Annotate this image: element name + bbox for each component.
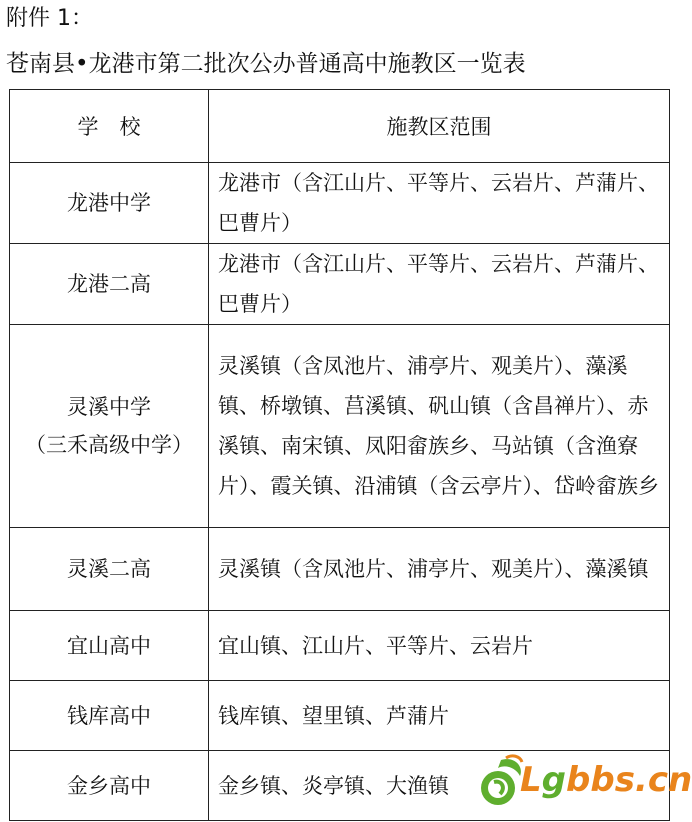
school-name: 龙港中学: [10, 163, 209, 244]
watermark-logo: [476, 752, 692, 812]
table-row: [10, 163, 670, 244]
header-area: 施教区范围: [209, 90, 670, 163]
district-area: 龙港市（含江山片、平等片、云岩片、芦蒲片、巴曹片）: [209, 163, 670, 244]
district-area: 金乡镇、炎亭镇、大渔镇: [209, 751, 670, 821]
watermark-text: [520, 760, 692, 800]
district-area: 宜山镇、江山片、平等片、云岩片: [209, 611, 670, 681]
watermark-rest: bbs.cn: [566, 760, 692, 800]
school-name: 灵溪二高: [10, 528, 209, 611]
table-row: [10, 325, 670, 528]
table-header-row: [10, 90, 670, 163]
district-area: 灵溪镇（含凤池片、浦亭片、观美片）、藻溪镇: [209, 528, 670, 611]
school-name: 宜山高中: [10, 611, 209, 681]
table-row: [10, 528, 670, 611]
school-name-note: （三禾高级中学）: [25, 433, 193, 457]
school-name: 金乡高中: [10, 751, 209, 821]
table-row: [10, 611, 670, 681]
page-title: 苍南县•龙港市第二批次公办普通高中施教区一览表: [6, 51, 526, 77]
school-name: 钱库高中: [10, 681, 209, 751]
district-area: 龙港市（含江山片、平等片、云岩片、芦蒲片、巴曹片）: [209, 244, 670, 325]
district-area: 灵溪镇（含凤池片、浦亭片、观美片）、藻溪镇、桥墩镇、莒溪镇、矾山镇（含昌禅片）、赤溪镇、南宋镇、凤阳畲族乡、马站镇（含渔寮片）、霞关镇、沿浦镇（含云亭片）、岱岭畲族乡: [209, 325, 670, 528]
header-school: 学 校: [10, 90, 209, 163]
school-name: 龙港二高: [10, 244, 209, 325]
leaf-logo-icon: [476, 754, 526, 810]
table-row: [10, 244, 670, 325]
school-name: 灵溪中学: [67, 395, 151, 419]
watermark-g: g: [541, 760, 567, 800]
school-district-table: [9, 89, 670, 821]
school-name-cell: [10, 325, 209, 528]
district-area: 钱库镇、望里镇、芦蒲片: [209, 681, 670, 751]
attachment-label: 附件 1：: [6, 6, 93, 31]
table-row: [10, 681, 670, 751]
watermark-prefix: L: [520, 760, 542, 800]
